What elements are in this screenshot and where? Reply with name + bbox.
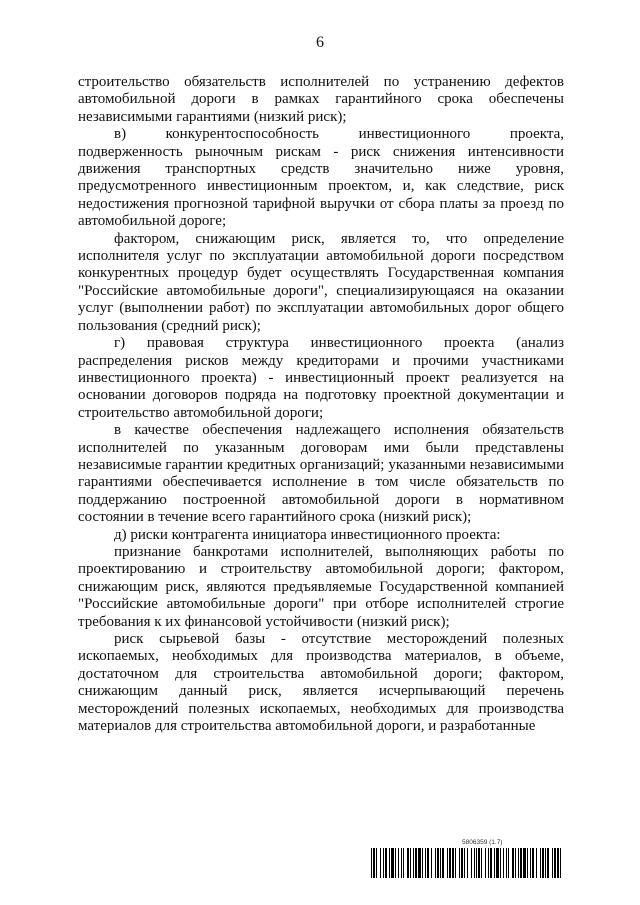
page-number: 6 — [316, 34, 324, 51]
barcode-bar — [561, 848, 564, 878]
paragraph: строительство обязательств исполнителей по устранению дефектов автомобильной дороги в рамках гарантийного срока обеспечены независимыми гарантиями (низкий риск); — [78, 74, 564, 125]
paragraph: в) конкурентоспособность инвестиционного проекта, подверженность рыночным рискам - риск снижения интенсивности движения транспортных средств значительно ниже уровня, предусмотренного инвестиционным проектом, и, как следствие, риск недостижения прогнозной тарифной выручки от сбора платы за проезд по автомобильной дороге; — [78, 126, 564, 230]
paragraph: д) риски контрагента инициатора инвестиционного проекта: — [114, 526, 501, 543]
document-body — [78, 74, 564, 735]
paragraph: признание банкротами исполнителей, выполняющих работы по проектированию и строительству автомобильной дороги; фактором, снижающим риск, являются предъявляемые Государственной компанией "Российские автомобильные дороги" при отборе исполнителей строгие требования к их финансовой устойчивости (низкий риск); — [78, 543, 564, 630]
document-id-stamp: 5806359 (1.7) — [462, 839, 503, 846]
paragraph: риск сырьевой базы - отсутствие месторождений полезных ископаемых, необходимых для производства материалов, в объеме, достаточном для строительства автомобильной дороги; фактором, снижающим данный риск, является исчерпывающий перечень месторождений полезных ископаемых, необходимых для производства материалов для строительства автомобильной дороги, и разработанные — [78, 631, 564, 735]
barcode-icon — [371, 848, 564, 878]
paragraph: фактором, снижающим риск, является то, что определение исполнителя услуг по эксплуатации автомобильной дороги посредством конкурентных процедур будет осуществлять Государственная компания "Российские автомобильные дороги", специализирующаяся на оказании услуг (выполнении работ) по эксплуатации автомобильных дорог общего пользования (средний риск); — [78, 230, 564, 334]
paragraph: в качестве обеспечения надлежащего исполнения обязательств исполнителей по указанным договорам ими были представлены независимые гарантии кредитных организаций; указанными независимыми гарантиями обеспечивается исполнение в том числе обязательств по поддержанию построенной автомобильной дороги в нормативном состоянии в течение всего гарантийного срока (низкий риск); — [78, 422, 564, 526]
paragraph: г) правовая структура инвестиционного проекта (анализ распределения рисков между кредиторами и прочими участниками инвестиционного проекта) - инвестиционный проект реализуется на основании договоров подряда на подготовку проектной документации и строительство автомобильной дороги; — [78, 335, 564, 421]
